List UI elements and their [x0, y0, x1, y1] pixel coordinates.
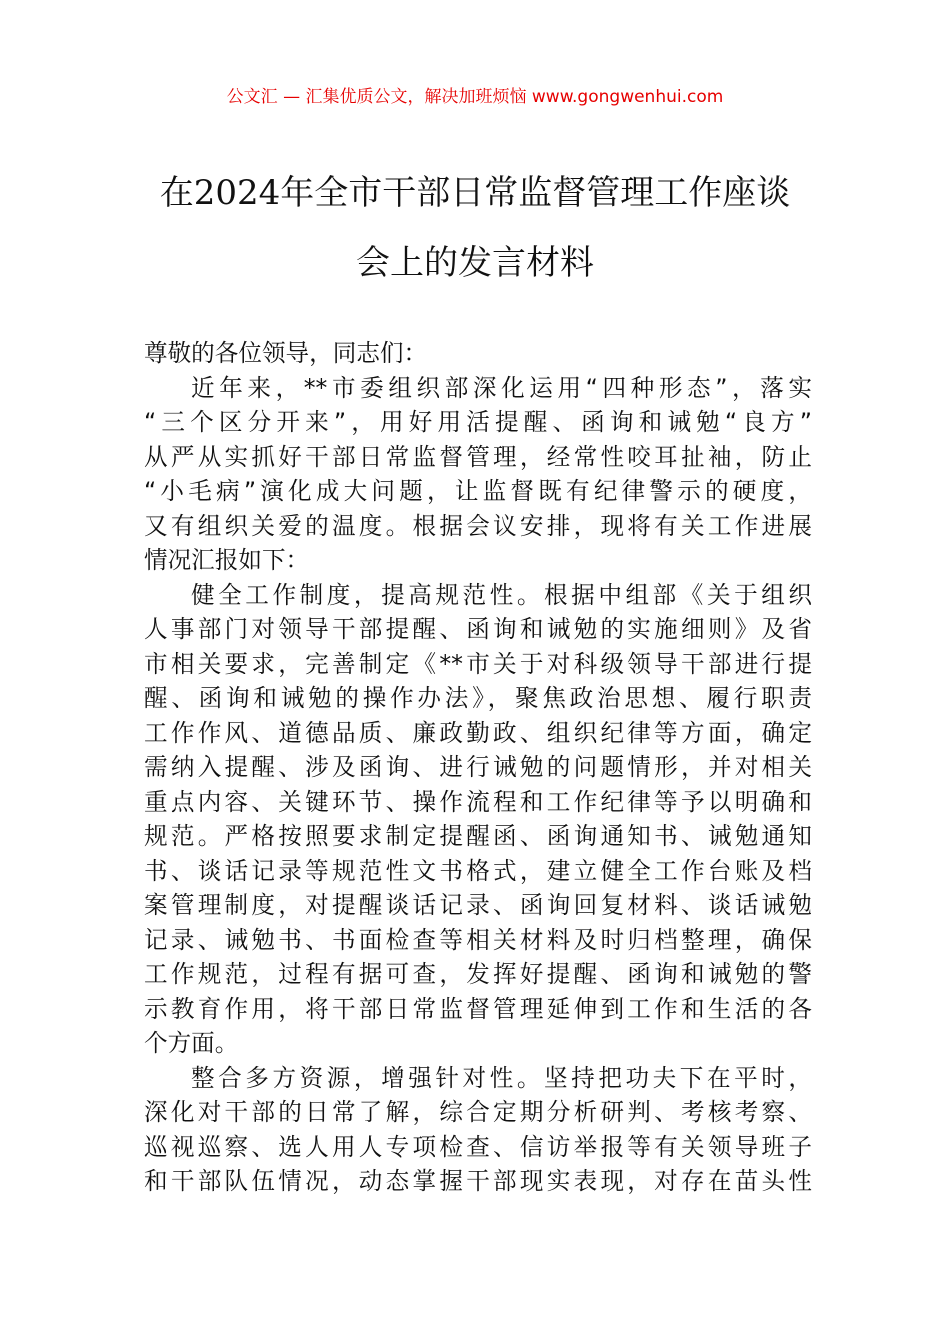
- paragraph-line: 和干部队伍情况，动态掌握干部现实表现，对存在苗头性: [144, 1167, 812, 1195]
- paragraph-1: [144, 371, 812, 578]
- paragraph-line: 情况汇报如下：: [144, 546, 310, 574]
- paragraph-line: 工作规范，过程有据可查，发挥好提醒、函询和诫勉的警: [144, 960, 812, 988]
- paragraph-line: 市相关要求，完善制定《**市关于对科级领导干部进行提: [144, 649, 812, 678]
- paragraph-line: 深化对干部的日常了解，综合定期分析研判、考核考察、: [144, 1098, 812, 1126]
- paragraph-line: 工作作风、道德品质、廉政勤政、组织纪律等方面，确定: [144, 718, 812, 747]
- paragraph-line: 巡视巡察、选人用人专项检查、信访举报等有关领导班子: [144, 1132, 812, 1161]
- paragraph-line: 个方面。: [144, 1029, 239, 1057]
- paragraph-3: [144, 1061, 812, 1199]
- paragraph-line: 书、谈话记录等规范性文书格式，建立健全工作台账及档: [144, 856, 812, 885]
- paragraph-line: 重点内容、关键环节、操作流程和工作纪律等予以明确和: [144, 787, 812, 816]
- title-line-1: 在2024年全市干部日常监督管理工作座谈: [159, 173, 791, 213]
- paragraph-line: “小毛病”演化成大问题，让监督既有纪律警示的硬度，: [144, 477, 812, 505]
- paragraph-line: 示教育作用，将干部日常监督管理延伸到工作和生活的各: [144, 994, 812, 1023]
- paragraph-line: 又有组织关爱的温度。根据会议安排，现将有关工作进展: [144, 511, 812, 540]
- paragraph-line: 近年来，**市委组织部深化运用“四种形态”，落实: [191, 373, 812, 402]
- paragraph-line: 人事部门对领导干部提醒、函询和诫勉的实施细则》及省: [144, 615, 812, 643]
- paragraph-line: 案管理制度，对提醒谈话记录、函询回复材料、谈话诫勉: [144, 891, 812, 919]
- document-body: [144, 336, 812, 1199]
- salutation: 尊敬的各位领导，同志们：: [144, 339, 428, 367]
- paragraph-line: 醒、函询和诫勉的操作办法》，聚焦政治思想、履行职责: [144, 684, 812, 712]
- paragraph-line: 整合多方资源，增强针对性。坚持把功夫下在平时，: [191, 1063, 812, 1092]
- title-line-2: 会上的发言材料: [356, 243, 594, 283]
- header-banner[interactable]: 公文汇 — 汇集优质公文，解决加班烦恼 www.gongwenhui.com: [226, 87, 724, 107]
- paragraph-2: [144, 578, 812, 1061]
- paragraph-line: 健全工作制度，提高规范性。根据中组部《关于组织: [191, 580, 812, 609]
- paragraph-line: “三个区分开来”，用好用活提醒、函询和诫勉“良方”: [144, 408, 812, 436]
- paragraph-line: 需纳入提醒、涉及函询、进行诫勉的问题情形，并对相关: [144, 753, 812, 781]
- document-title: [140, 158, 810, 298]
- paragraph-line: 记录、诫勉书、书面检查等相关材料及时归档整理，确保: [144, 925, 812, 954]
- paragraph-line: 规范。严格按照要求制定提醒函、函询通知书、诫勉通知: [144, 822, 812, 850]
- paragraph-line: 从严从实抓好干部日常监督管理，经常性咬耳扯袖，防止: [144, 442, 812, 471]
